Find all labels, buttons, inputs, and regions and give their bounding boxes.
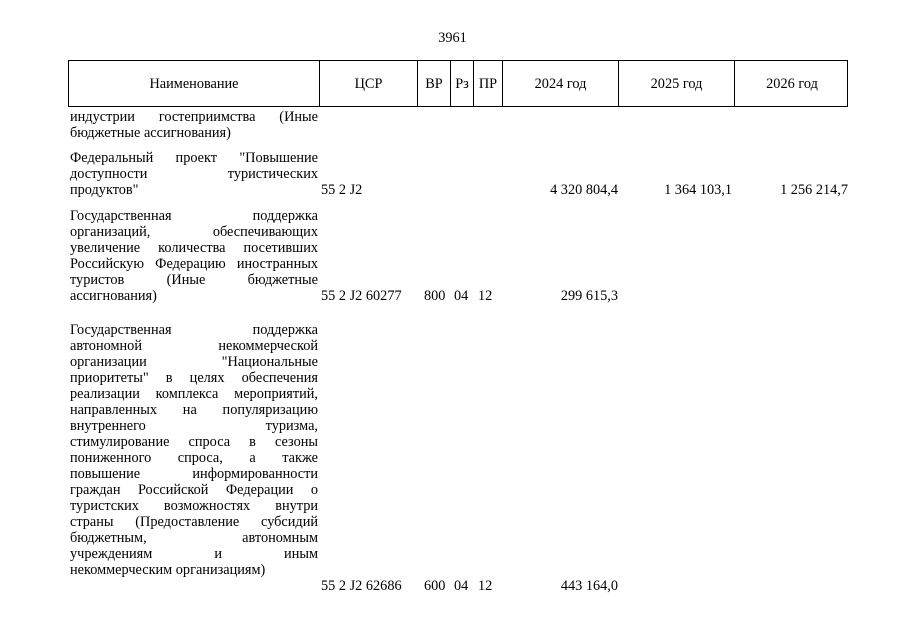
row-name (70, 208, 318, 304)
row-vr: 800 (424, 288, 446, 304)
row-rz: 04 (454, 288, 469, 304)
name-line: индустрии гостеприимства (Иные (70, 109, 318, 125)
name-line: направленных на популяризацию (70, 402, 318, 418)
row-name (70, 322, 318, 578)
row-rz: 04 (454, 578, 469, 594)
name-line: туристских возможностях внутри (70, 498, 318, 514)
page-number: 3961 (438, 30, 467, 46)
row-2026: 1 256 214,7 (780, 182, 848, 198)
row-2024: 443 164,0 (560, 578, 618, 594)
name-line: Российскую Федерацию иностранных (70, 256, 318, 272)
header-2024: 2024 год (503, 61, 619, 106)
name-line: страны (Предоставление субсидий (70, 514, 318, 530)
row-pr: 12 (478, 288, 493, 304)
header-csr: ЦСР (320, 61, 418, 106)
name-line: бюджетные ассигнования) (70, 125, 231, 141)
name-line: граждан Российской Федерации о (70, 482, 318, 498)
name-line: пониженного спроса, а также (70, 450, 318, 466)
row-2025: 1 364 103,1 (664, 182, 732, 198)
name-line: учреждениям и иным (70, 546, 318, 562)
row-csr: 55 2 J2 (321, 182, 363, 198)
name-line: автономной некоммерческой (70, 338, 318, 354)
row-pr: 12 (478, 578, 493, 594)
row-name (70, 109, 318, 141)
name-line: Федеральный проект "Повышение (70, 150, 318, 166)
name-line: Государственная поддержка (70, 322, 318, 338)
table-header (68, 60, 848, 107)
name-line: ассигнования) (70, 288, 157, 304)
header-vr: ВР (418, 61, 451, 106)
name-line: стимулирование спроса в сезоны (70, 434, 318, 450)
row-vr: 600 (424, 578, 446, 594)
header-rz: Рз (451, 61, 474, 106)
name-line: туристов (Иные бюджетные (70, 272, 318, 288)
name-line: реализации комплекса мероприятий, (70, 386, 318, 402)
name-line: бюджетным, автономным (70, 530, 318, 546)
header-2025: 2025 год (619, 61, 735, 106)
header-2026: 2026 год (766, 75, 818, 92)
name-line: организации "Национальные (70, 354, 318, 370)
header-pr: ПР (474, 61, 503, 106)
header-name: Наименование (69, 61, 320, 106)
row-2024: 299 615,3 (560, 288, 618, 304)
name-line: внутреннего туризма, (70, 418, 318, 434)
name-line: некоммерческим организациям) (70, 562, 266, 578)
row-2024: 4 320 804,4 (550, 182, 618, 198)
name-line: продуктов" (70, 182, 139, 198)
name-line: доступности туристических (70, 166, 318, 182)
name-line: приоритеты" в целях обеспечения (70, 370, 318, 386)
row-name (70, 150, 318, 198)
name-line: повышение информированности (70, 466, 318, 482)
row-csr: 55 2 J2 62686 (321, 578, 402, 594)
row-csr: 55 2 J2 60277 (321, 288, 402, 304)
name-line: Государственная поддержка (70, 208, 318, 224)
name-line: организаций, обеспечивающих (70, 224, 318, 240)
name-line: увеличение количества посетивших (70, 240, 318, 256)
